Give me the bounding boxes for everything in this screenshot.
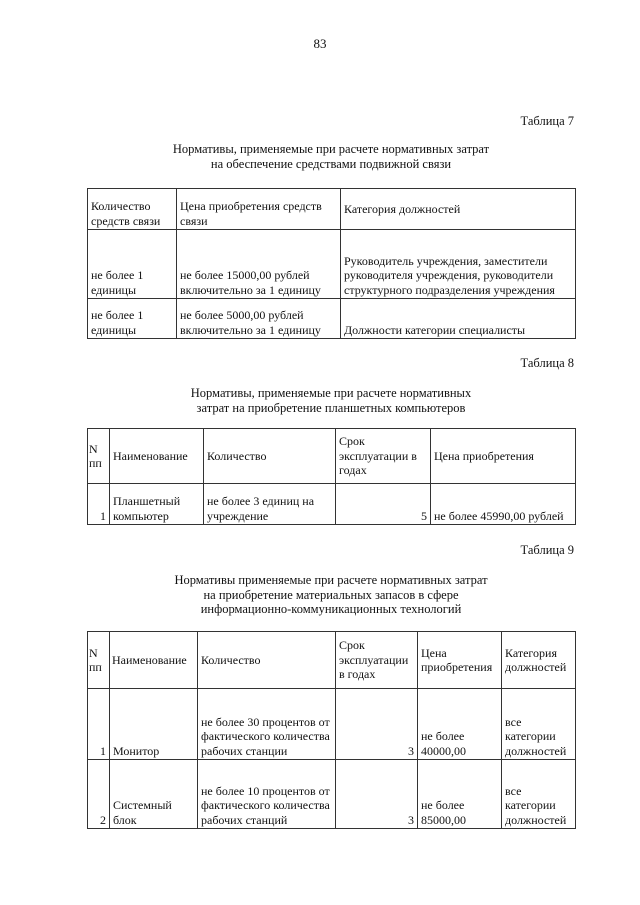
cell: не более 1 единицы: [88, 230, 177, 299]
cell: не более 45990,00 рублей: [431, 484, 576, 525]
cell: 3: [336, 760, 418, 829]
header-cell: Категория должностей: [341, 189, 576, 230]
cell: Должности категории специалисты: [341, 299, 576, 339]
header-cell: N пп: [88, 429, 110, 484]
cell: 5: [336, 484, 431, 525]
caption-line: Нормативы, применяемые при расчете нормативных затрат: [172, 142, 490, 156]
table8-label: Таблица 8: [520, 356, 574, 370]
caption-line: на приобретение материальных запасов в сфере: [203, 587, 459, 602]
table9: [87, 631, 576, 829]
table-row: [88, 760, 576, 829]
header-cell: Количество средств связи: [88, 189, 177, 230]
header-cell: Количество: [198, 632, 336, 689]
table7-caption: [87, 142, 575, 171]
header-cell: Категория должностей: [502, 632, 576, 689]
table-header-row: [88, 632, 576, 689]
table-row: [88, 299, 576, 339]
header-cell: Цена приобретения: [431, 429, 576, 484]
table-row: [88, 230, 576, 299]
header-cell: Наименование: [110, 632, 198, 689]
cell: не более 30 процентов от фактического количества рабочих станции: [198, 689, 336, 760]
table7: [87, 188, 576, 339]
table-header-row: [88, 189, 576, 230]
table-row: [88, 484, 576, 525]
cell: не более 40000,00: [418, 689, 502, 760]
cell: Системный блок: [110, 760, 198, 829]
table8-caption: [87, 386, 575, 415]
header-cell: Срок эксплуатации в годах: [336, 632, 418, 689]
caption-line: Нормативы, применяемые при расчете нормативных: [190, 386, 472, 400]
cell: не более 10 процентов от фактического количества рабочих станций: [198, 760, 336, 829]
cell: не более 3 единиц на учреждение: [204, 484, 336, 525]
caption-line: на обеспечение средствами подвижной связи: [210, 156, 452, 171]
cell: не более 15000,00 рублей включительно за 1 единицу: [177, 230, 341, 299]
cell: Планшетный компьютер: [110, 484, 204, 525]
header-cell: Цена приобретения средств связи: [177, 189, 341, 230]
cell: 2: [88, 760, 110, 829]
header-cell: Количество: [204, 429, 336, 484]
table8: [87, 428, 576, 525]
table7-label: Таблица 7: [520, 114, 574, 128]
cell: не более 5000,00 рублей включительно за 1 единицу: [177, 299, 341, 339]
cell: все категории должностей: [502, 689, 576, 760]
cell: все категории должностей: [502, 760, 576, 829]
caption-line: затрат на приобретение планшетных компьютеров: [196, 400, 466, 415]
header-cell: N пп: [88, 632, 110, 689]
caption-line: информационно-коммуникационных технологий: [200, 602, 462, 616]
caption-line: Нормативы применяемые при расчете нормативных затрат: [174, 573, 488, 587]
header-cell: Цена приобретения: [418, 632, 502, 689]
cell: не более 85000,00: [418, 760, 502, 829]
cell: Монитор: [110, 689, 198, 760]
header-cell: Срок эксплуатации в годах: [336, 429, 431, 484]
cell: не более 1 единицы: [88, 299, 177, 339]
table9-label: Таблица 9: [520, 543, 574, 557]
cell: 1: [88, 484, 110, 525]
page-number: 83: [313, 36, 327, 51]
table9-caption: [87, 573, 575, 617]
cell: 3: [336, 689, 418, 760]
table-header-row: [88, 429, 576, 484]
table-row: [88, 689, 576, 760]
cell: 1: [88, 689, 110, 760]
cell: Руководитель учреждения, заместители руководителя учреждения, руководители структурного подразделения учреждения: [341, 230, 576, 299]
header-cell: Наименование: [110, 429, 204, 484]
